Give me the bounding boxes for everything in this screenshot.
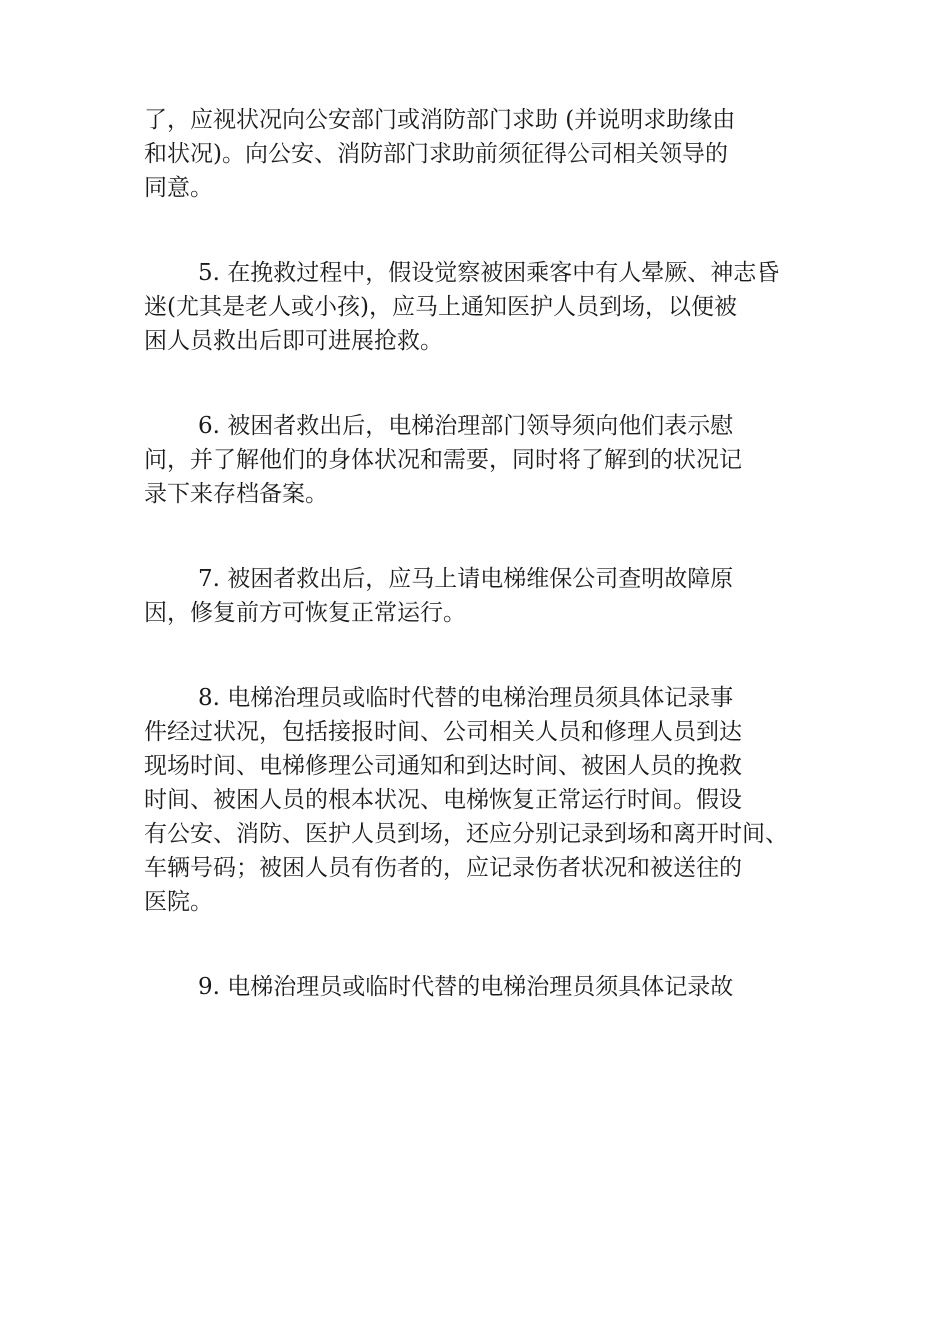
text-line: 7. 被困者救出后，应马上请电梯维保公司查明故障原 <box>198 566 734 592</box>
text-line: 有公安、消防、医护人员到场，还应分别记录到场和离开时间、 <box>144 821 788 847</box>
text-line: 件经过状况，包括接报时间、公司相关人员和修理人员到达 <box>144 719 742 745</box>
text-line: 时间、被困人员的根本状况、电梯恢复正常运行时间。假设 <box>144 787 742 813</box>
text-line: 迷(尤其是老人或小孩)，应马上通知医护人员到场，以便被 <box>144 294 737 320</box>
text-line: 医院。 <box>144 889 213 915</box>
paragraph-continuation <box>144 103 814 205</box>
text-line: 录下来存档备案。 <box>144 481 328 507</box>
text-line: 困人员救出后即可进展抢救。 <box>144 328 443 354</box>
text-line: 6. 被困者救出后，电梯治理部门领导须向他们表示慰 <box>198 413 734 439</box>
text-line: 问，并了解他们的身体状况和需要，同时将了解到的状况记 <box>144 447 742 473</box>
text-line: 5. 在挽救过程中，假设觉察被困乘客中有人晕厥、神志昏 <box>198 260 780 286</box>
text-line: 现场时间、电梯修理公司通知和到达时间、被困人员的挽救 <box>144 753 742 779</box>
paragraph-item-8 <box>144 681 814 919</box>
paragraph-item-6 <box>144 409 814 511</box>
text-line: 和状况)。向公安、消防部门求助前须征得公司相关领导的 <box>144 141 728 167</box>
text-line: 8. 电梯治理员或临时代替的电梯治理员须具体记录事 <box>198 685 734 711</box>
text-line: 了，应视状况向公安部门或消防部门求助 (并说明求助缘由 <box>144 107 736 133</box>
text-line: 车辆号码；被困人员有伤者的，应记录伤者状况和被送往的 <box>144 855 742 881</box>
text-line: 因，修复前方可恢复正常运行。 <box>144 600 466 626</box>
paragraph-item-7 <box>144 562 814 630</box>
document-body <box>144 103 814 1055</box>
text-line: 同意。 <box>144 175 213 201</box>
paragraph-item-9 <box>144 970 814 1004</box>
text-line: 9. 电梯治理员或临时代替的电梯治理员须具体记录故 <box>198 974 734 1000</box>
paragraph-item-5 <box>144 256 814 358</box>
